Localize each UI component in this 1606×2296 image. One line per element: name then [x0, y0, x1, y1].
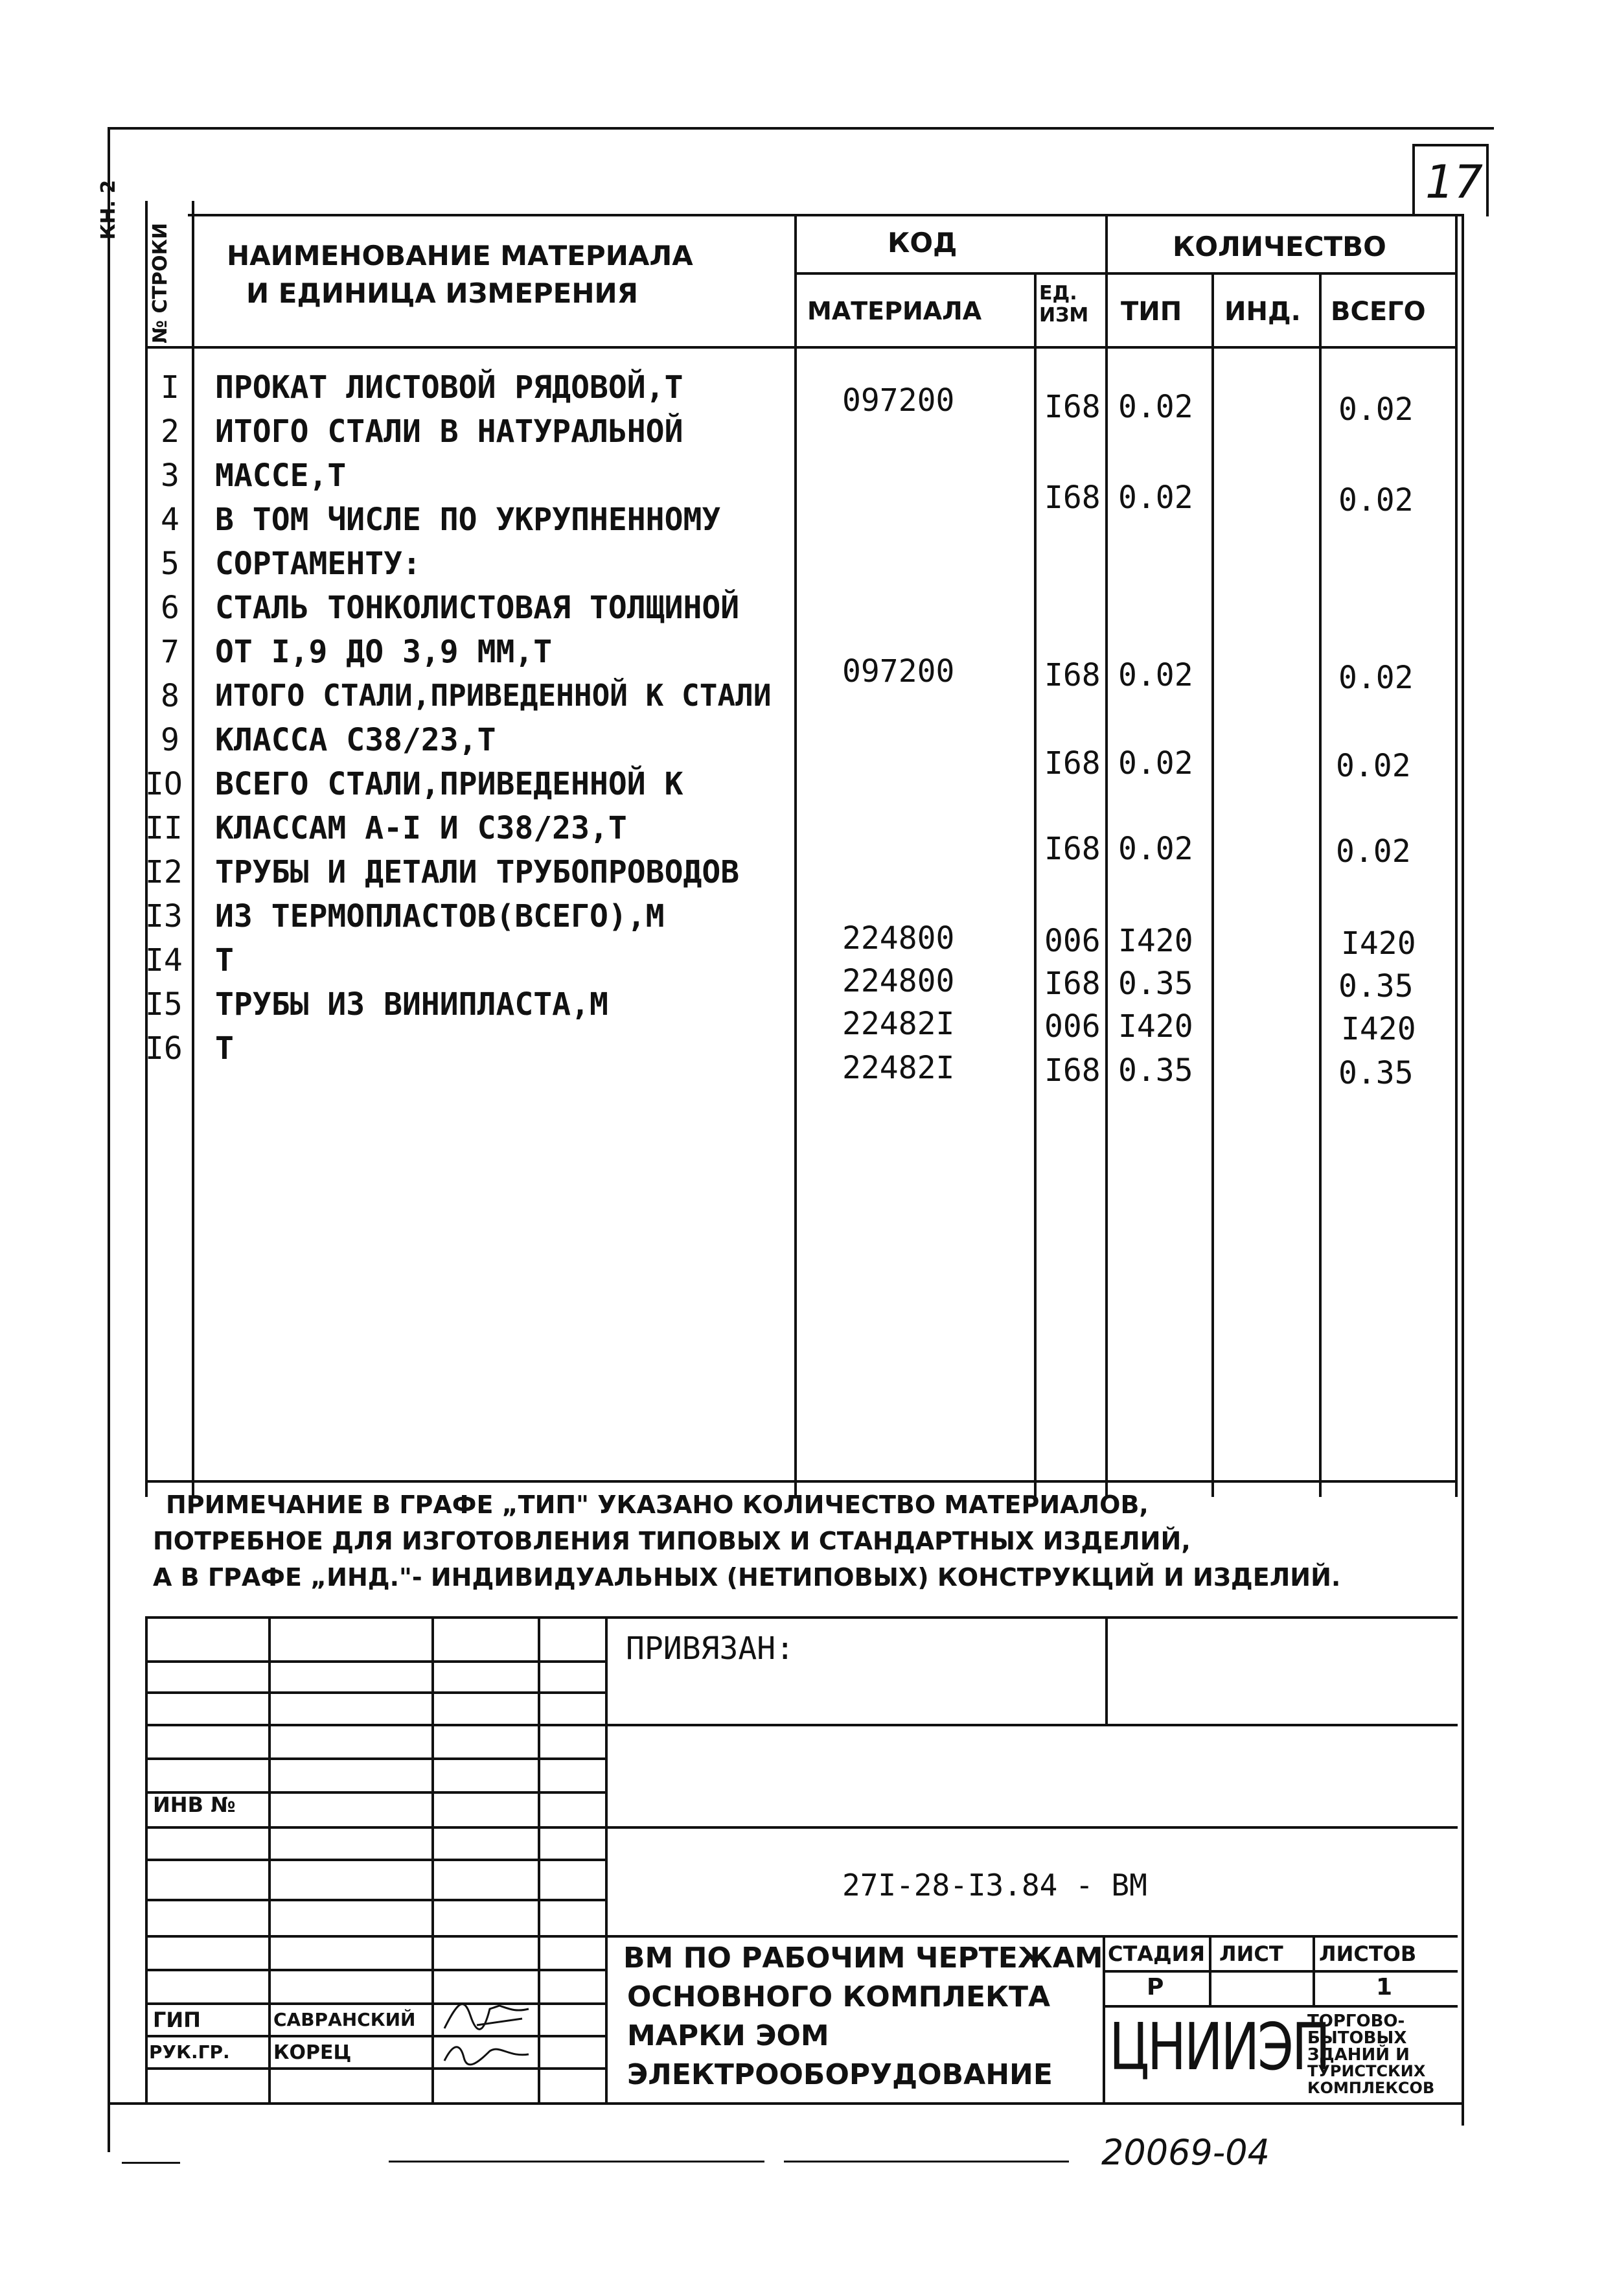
col-line-left	[145, 201, 148, 1497]
tb-line-h1	[145, 1660, 605, 1663]
header-unit: ЕД. ИЗМ	[1039, 282, 1089, 327]
tb-line-h11	[1103, 1970, 1458, 1973]
row-name: ТРУБЫ И ДЕТАЛИ ТРУБОПРОВОДОВ	[215, 854, 740, 890]
organization-line-1: ТОРГОВО-	[1307, 2012, 1405, 2031]
header-sub-line	[794, 272, 1458, 275]
row-number: I4	[145, 942, 183, 979]
header-ind: ИНД.	[1224, 297, 1301, 327]
row-code: 097200	[842, 653, 955, 690]
row-unit: I68	[1044, 657, 1101, 693]
note-line-1: ПРИМЕЧАНИЕ В ГРАФЕ „ТИП" УКАЗАНО КОЛИЧЕСТВО МАТЕРИАЛОВ,	[166, 1490, 1149, 1519]
row-name: ИЗ ТЕРМОПЛАСТОВ(ВСЕГО),М	[215, 898, 665, 934]
row-name: ВСЕГО СТАЛИ,ПРИВЕДЕННОЙ К	[215, 766, 683, 802]
row-total: 0.02	[1336, 833, 1411, 870]
row-name: В ТОМ ЧИСЛЕ ПО УКРУПНЕННОМУ	[215, 502, 721, 538]
header-name-line1: НАИМЕНОВАНИЕ МАТЕРИАЛА	[227, 240, 693, 272]
row-number: 3	[161, 458, 179, 494]
sheet-label: ЛИСТ	[1219, 1942, 1283, 1966]
document-title-line-3: МАРКИ ЭОМ	[627, 2019, 829, 2052]
tb-line-h9	[145, 1935, 1458, 1938]
gip-signature	[438, 1989, 535, 2041]
row-name: ИТОГО СТАЛИ,ПРИВЕДЕННОЙ К СТАЛИ	[215, 678, 772, 713]
footer-dash-1	[122, 2162, 180, 2164]
row-total: 0.02	[1338, 482, 1414, 518]
row-total: 0.02	[1336, 748, 1411, 784]
document-title-line-2: ОСНОВНОГО КОМПЛЕКТА	[627, 1980, 1051, 2013]
row-number: I2	[145, 854, 183, 890]
tb-line-h4	[145, 1757, 605, 1760]
row-number: 9	[161, 722, 179, 758]
row-typ: 0.02	[1118, 745, 1193, 782]
row-unit: 006	[1044, 1008, 1101, 1045]
sheets-value: 1	[1376, 1974, 1393, 2000]
document-title-line-4: ЭЛЕКТРООБОРУДОВАНИЕ	[627, 2058, 1053, 2091]
ruk-signature	[438, 2035, 535, 2074]
footer-dash-3	[784, 2161, 1069, 2163]
col-line-typ	[1211, 272, 1214, 1497]
row-typ: 0.02	[1118, 480, 1193, 516]
row-code: 22482I	[842, 1006, 955, 1042]
organization-line-4: ТУРИСТСКИХ	[1307, 2062, 1426, 2080]
footer-dash-2	[389, 2161, 764, 2163]
header-code: КОД	[888, 227, 958, 259]
tb-line-h12	[145, 2002, 605, 2005]
row-name: ОТ I,9 ДО 3,9 ММ,Т	[215, 634, 553, 670]
row-name: ИТОГО СТАЛИ В НАТУРАЛЬНОЙ	[215, 413, 683, 450]
row-number: 6	[161, 590, 179, 626]
tb-line-h15	[145, 2067, 605, 2070]
ruk-name: КОРЕЦ	[273, 2041, 352, 2064]
row-name: ТРУБЫ ИЗ ВИНИПЛАСТА,М	[215, 986, 608, 1023]
row-code: 22482I	[842, 1050, 955, 1086]
col-line-ind	[1319, 272, 1322, 1497]
row-total: I420	[1341, 925, 1416, 962]
organization-logo: ЦНИИЭП	[1109, 2009, 1329, 2085]
row-unit: 006	[1044, 923, 1101, 959]
header-typ: ТИП	[1121, 297, 1182, 327]
row-unit: I68	[1044, 480, 1101, 516]
header-name-line2: И ЕДИНИЦА ИЗМЕРЕНИЯ	[246, 277, 639, 309]
tb-line-h3	[145, 1724, 1458, 1726]
row-number: I5	[145, 986, 183, 1023]
row-name: Т	[215, 1030, 234, 1067]
tb-line-h8	[145, 1899, 605, 1901]
tb-line-v6	[1105, 1616, 1108, 1724]
col-line-num	[192, 201, 194, 1497]
organization-line-3: ЗДАНИЙ И	[1307, 2045, 1410, 2065]
row-unit: I68	[1044, 389, 1101, 425]
privyazan-label: ПРИВЯЗАН:	[626, 1630, 795, 1667]
col-line-right	[1455, 214, 1458, 1497]
col-line-code	[1034, 272, 1037, 1497]
sheets-label: ЛИСТОВ	[1319, 1942, 1417, 1966]
row-number: IO	[145, 766, 183, 802]
tb-line-h14	[145, 2035, 605, 2037]
row-total: 0.02	[1338, 391, 1414, 428]
stage-value: Р	[1147, 1974, 1164, 2000]
row-unit: I68	[1044, 745, 1101, 782]
row-typ: 0.35	[1118, 1052, 1193, 1089]
row-code: 224800	[842, 920, 955, 957]
side-stamp: КН. 2	[97, 180, 120, 240]
row-unit: I68	[1044, 1052, 1101, 1089]
row-typ: 0.02	[1118, 389, 1193, 425]
row-typ: 0.35	[1118, 966, 1193, 1002]
row-total: 0.35	[1338, 1055, 1414, 1091]
header-total: ВСЕГО	[1331, 297, 1426, 327]
stage-label: СТАДИЯ	[1108, 1942, 1205, 1966]
note-line-3: А В ГРАФЕ „ИНД."- ИНДИВИДУАЛЬНЫХ (НЕТИПОВЫХ) КОНСТРУКЦИЙ И ИЗДЕЛИЙ.	[153, 1563, 1341, 1592]
table-bottom-line	[145, 1480, 1458, 1483]
row-code: 224800	[842, 963, 955, 999]
row-number: 2	[161, 413, 179, 450]
footer-number: 20069-04	[1101, 2132, 1270, 2173]
row-code: 097200	[842, 382, 955, 419]
tb-line-h6	[145, 1826, 1458, 1829]
document-code: 27I-28-I3.84 - ВМ	[842, 1868, 1147, 1903]
organization-line-5: КОМПЛЕКСОВ	[1307, 2079, 1435, 2097]
tb-line-v7	[1103, 1936, 1105, 2102]
organization-line-2: БЫТОВЫХ	[1307, 2028, 1407, 2048]
frame-top-line	[108, 127, 1494, 130]
row-number: 5	[161, 546, 179, 582]
note-bottom-line	[145, 1616, 1458, 1619]
frame-right-line	[1462, 214, 1464, 2126]
tb-line-h16	[108, 2102, 1462, 2105]
row-name: КЛАССАМ А-I И С38/23,Т	[215, 810, 627, 846]
ruk-role: РУК.ГР.	[149, 2041, 230, 2063]
row-typ: I420	[1118, 1008, 1193, 1045]
row-number: 7	[161, 634, 179, 670]
row-name: ПРОКАТ ЛИСТОВОЙ РЯДОВОЙ,Т	[215, 369, 683, 406]
row-total: 0.35	[1338, 968, 1414, 1004]
row-number: I6	[145, 1030, 183, 1067]
header-bottom-line	[145, 346, 1458, 349]
tb-line-v5	[605, 1616, 608, 2102]
row-number: 4	[161, 502, 179, 538]
row-name: МАССЕ,Т	[215, 458, 347, 494]
tb-line-h7	[145, 1859, 605, 1861]
row-name: КЛАССА С38/23,Т	[215, 722, 496, 758]
tb-line-h2	[145, 1691, 605, 1694]
row-unit: I68	[1044, 831, 1101, 867]
inventory-number-label: ИНВ №	[153, 1792, 236, 1817]
gip-name: САВРАНСКИЙ	[273, 2009, 416, 2030]
row-typ: 0.02	[1118, 657, 1193, 693]
row-total: I420	[1341, 1011, 1416, 1047]
row-name: СТАЛЬ ТОНКОЛИСТОВАЯ ТОЛЩИНОЙ	[215, 590, 740, 626]
col-line-name	[794, 214, 797, 1497]
row-number: II	[145, 810, 183, 846]
sheet-number: 17	[1425, 156, 1484, 209]
frame-left-line	[108, 127, 110, 2152]
row-total: 0.02	[1338, 660, 1414, 696]
header-row-no: № СТРОКИ	[149, 222, 172, 343]
row-typ: 0.02	[1118, 831, 1193, 867]
row-name: Т	[215, 942, 234, 979]
tb-line-h10	[145, 1969, 605, 1971]
document-title-line-1: ВМ ПО РАБОЧИМ ЧЕРТЕЖАМ	[623, 1942, 1103, 1975]
row-name: СОРТАМЕНТУ:	[215, 546, 421, 582]
tb-line-h13	[1103, 2005, 1458, 2008]
header-material: МАТЕРИАЛА	[807, 297, 982, 325]
note-line-2: ПОТРЕБНОЕ ДЛЯ ИЗГОТОВЛЕНИЯ ТИПОВЫХ И СТАНДАРТНЫХ ИЗДЕЛИЙ,	[153, 1527, 1191, 1555]
col-line-unit	[1105, 214, 1108, 1497]
gip-role: ГИП	[153, 2008, 201, 2032]
row-typ: I420	[1118, 923, 1193, 959]
row-number: I3	[145, 898, 183, 934]
header-quantity: КОЛИЧЕСТВО	[1173, 231, 1386, 262]
frame-sheet-top-line	[188, 214, 1462, 216]
row-number: I	[161, 369, 179, 406]
row-number: 8	[161, 678, 179, 714]
row-unit: I68	[1044, 966, 1101, 1002]
